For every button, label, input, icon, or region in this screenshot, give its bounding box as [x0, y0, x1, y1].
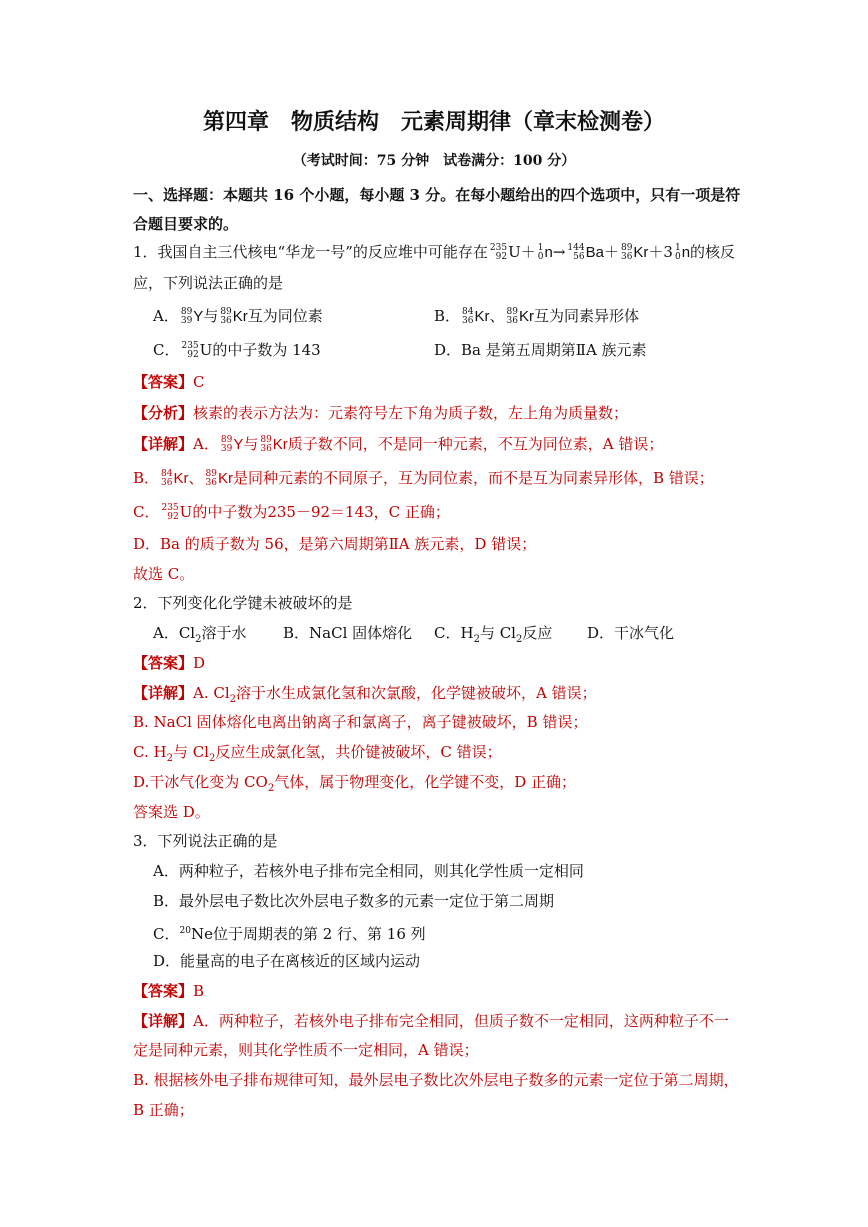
exam-info: （考试时间：75 分钟 试卷满分：100 分） [292, 153, 576, 169]
q1-analysis: 【分析】核素的表示方法为：元素符号左下角为质子数，左上角为质量数； [133, 404, 629, 422]
q3-option-a: A．两种粒子，若核外电子排布完全相同，则其化学性质一定相同 [153, 862, 584, 880]
q1-stem-cont: 应，下列说法正确的是 [133, 274, 284, 292]
q1-option-a: A． 89 39 Y与 89 36 Kr互为同位素 [153, 307, 323, 326]
q2-detail-c: C. $H_2$与 $Cl_2$反应生成氯化氢，共价键被破坏，C 错误； [133, 743, 502, 764]
q3-option-d: D．能量高的电子在离核近的区域内运动 [153, 952, 421, 970]
q3-stem: 3．下列说法正确的是 [133, 832, 278, 850]
q2-option-c: C．$H_2$与 $Cl_2$反应 [434, 624, 553, 645]
q3-option-c: C．$^{20}$Ne位于周期表的第 2 行、第 16 列 [153, 925, 426, 943]
q2-detail-a: 【详解】A. $Cl_2$溶于水生成氯化氢和次氯酸，化学键被破坏，A 错误； [133, 684, 597, 705]
q3-option-b: B．最外层电子数比次外层电子数多的元素一定位于第二周期 [153, 892, 555, 910]
q1-detail-d: D．Ba 的质子数为 56，是第六周期第ⅡA 族元素，D 错误； [133, 535, 537, 553]
q1-conclusion: 故选 C。 [133, 565, 195, 583]
q1-option-d: D．Ba 是第五周期第ⅡA 族元素 [434, 341, 647, 359]
q3-detail-b: B. 根据核外电子排布规律可知，最外层电子数比次外层电子数多的元素一定位于第二周期， [133, 1071, 739, 1089]
q2-conclusion: 答案选 D。 [133, 803, 210, 821]
q3-detail-b-cont: B 正确； [133, 1101, 194, 1119]
q2-detail-b: B. NaCl 固体熔化电离出钠离子和氯离子，离子键被破坏，B 错误； [133, 713, 588, 731]
q2-stem: 2．下列变化化学键未被破坏的是 [133, 594, 353, 612]
q1-detail-c: C． 235 92 U的中子数为235－92＝143，C 正确； [133, 503, 450, 522]
q3-answer: 【答案】B [133, 982, 205, 1000]
q1-stem: 1．我国自主三代核电“华龙一号”的反应堆中可能存在 235 92 U＋ 1 0 n→ 144 56 Ba＋ 89 36 Kr＋3 1 0 n的核反 [133, 243, 736, 262]
section-heading-cont: 合题目要求的。 [133, 215, 239, 233]
q2-detail-d: D.干冰气化变为 $CO_2$气体，属于物理变化，化学键不变，D 正确； [133, 773, 576, 794]
q2-option-a: A．$Cl_2$溶于水 [153, 624, 247, 645]
q3-detail-a-cont: 定是同种元素，则其化学性质不一定相同，A 错误； [133, 1041, 479, 1059]
q1-option-b: B． 84 36 Kr、 89 36 Kr互为同素异形体 [434, 307, 639, 326]
page-title: 第四章 物质结构 元素周期律（章末检测卷） [202, 110, 665, 135]
q2-option-b: B．NaCl 固体熔化 [283, 624, 413, 642]
q1-answer: 【答案】C [133, 373, 205, 391]
q2-option-d: D．干冰气化 [587, 624, 675, 642]
q1-option-c: C． 235 92 U的中子数为 143 [153, 341, 321, 360]
q2-answer: 【答案】D [133, 654, 206, 672]
q3-detail-a: 【详解】A．两种粒子，若核外电子排布完全相同，但质子数不一定相同，这两种粒子不一 [133, 1012, 729, 1030]
section-heading: 一、选择题：本题共 16 个小题，每小题 3 分。在每小题给出的四个选项中，只有一项是符 [133, 186, 741, 204]
q1-detail-a: 【详解】A． 89 39 Y与 89 36 Kr质子数不同，不是同一种元素，不互为同位素，A 错误； [133, 435, 664, 454]
q1-detail-b: B． 84 36 Kr、 89 36 Kr是同种元素的不同原子，互为同位素，而不是互为同素异形体，B 错误； [133, 469, 714, 488]
